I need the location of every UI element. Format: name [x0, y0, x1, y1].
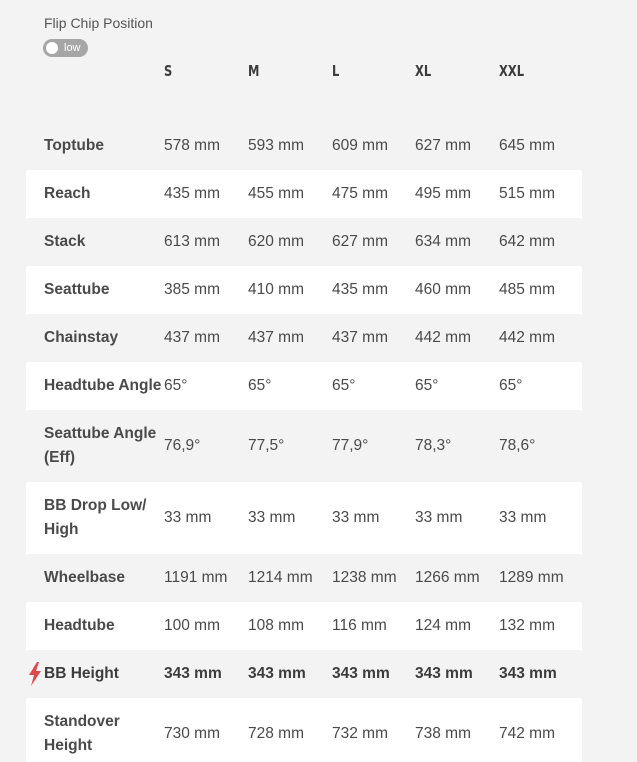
table-row	[26, 554, 582, 602]
cell-l: 475 mm	[332, 185, 388, 202]
toggle-value: low	[64, 42, 81, 54]
cell-m: 728 mm	[248, 725, 304, 742]
row-label	[26, 314, 164, 362]
cell-xl: 442 mm	[415, 329, 471, 346]
cell-xxl: 343 mm	[499, 665, 557, 682]
row-label	[26, 170, 164, 218]
row-label	[26, 602, 164, 650]
row-label-text: Chainstay	[44, 329, 119, 346]
row-label	[26, 362, 164, 410]
cell-xl: 78,3°	[415, 437, 452, 454]
cell-l: 77,9°	[332, 437, 369, 454]
cell-s: 385 mm	[164, 281, 220, 298]
cell-xl: 33 mm	[415, 509, 463, 526]
row-label-text: Seattube Angle (Eff)	[44, 425, 157, 466]
cell-l: 1238 mm	[332, 569, 397, 586]
table-row	[26, 218, 582, 266]
row-label	[26, 122, 164, 170]
row-label	[26, 482, 164, 554]
row-label	[26, 218, 164, 266]
cell-xl: 495 mm	[415, 185, 471, 202]
cell-s: 437 mm	[164, 329, 220, 346]
row-label-text: Headtube	[44, 617, 115, 634]
cell-xxl: 78,6°	[499, 437, 536, 454]
row-label-text: BB Drop Low/ High	[44, 497, 147, 538]
table-row	[26, 482, 582, 554]
cell-xxl: 33 mm	[499, 509, 547, 526]
cell-m: 65°	[248, 377, 272, 394]
cell-m: 77,5°	[248, 437, 285, 454]
cell-xxl: 132 mm	[499, 617, 555, 634]
cell-xxl: 742 mm	[499, 725, 555, 742]
cell-m: 437 mm	[248, 329, 304, 346]
cell-l: 65°	[332, 377, 356, 394]
flip-chip-toggle[interactable]	[43, 39, 88, 57]
flip-chip-label: Flip Chip Position	[44, 15, 153, 31]
table-row	[26, 698, 582, 762]
cell-m: 593 mm	[248, 137, 304, 154]
row-label-text: Standover Height	[44, 713, 120, 754]
size-header-xxl: XXL	[499, 62, 525, 80]
size-header-xl: XL	[415, 62, 432, 80]
cell-xxl: 442 mm	[499, 329, 555, 346]
cell-xl: 634 mm	[415, 233, 471, 250]
cell-s: 613 mm	[164, 233, 220, 250]
cell-l: 116 mm	[332, 617, 387, 634]
row-label-text: BB Height	[44, 665, 119, 682]
cell-m: 108 mm	[248, 617, 304, 634]
row-label	[26, 554, 164, 602]
cell-s: 435 mm	[164, 185, 220, 202]
row-label-text: Headtube Angle	[44, 377, 162, 394]
cell-l: 609 mm	[332, 137, 388, 154]
cell-m: 1214 mm	[248, 569, 313, 586]
cell-m: 410 mm	[248, 281, 304, 298]
cell-xl: 627 mm	[415, 137, 471, 154]
cell-xl: 1266 mm	[415, 569, 480, 586]
cell-s: 33 mm	[164, 509, 212, 526]
cell-l: 343 mm	[332, 665, 390, 682]
row-label-text: Toptube	[44, 137, 104, 154]
cell-s: 1191 mm	[164, 569, 228, 586]
cell-xxl: 645 mm	[499, 137, 555, 154]
geometry-table	[26, 122, 582, 762]
cell-m: 620 mm	[248, 233, 304, 250]
cell-xl: 124 mm	[415, 617, 471, 634]
cell-xxl: 515 mm	[499, 185, 555, 202]
cell-s: 578 mm	[164, 137, 220, 154]
cell-l: 627 mm	[332, 233, 388, 250]
toggle-knob[interactable]	[46, 42, 58, 54]
table-row	[26, 266, 582, 314]
row-label	[26, 650, 164, 698]
table-row	[26, 170, 582, 218]
cell-xxl: 65°	[499, 377, 523, 394]
cell-l: 33 mm	[332, 509, 380, 526]
table-row	[26, 122, 582, 170]
cell-s: 65°	[164, 377, 188, 394]
cell-xxl: 485 mm	[499, 281, 555, 298]
row-label-text: Reach	[44, 185, 91, 202]
table-row	[26, 362, 582, 410]
cell-m: 455 mm	[248, 185, 304, 202]
cell-xl: 738 mm	[415, 725, 471, 742]
cell-l: 437 mm	[332, 329, 388, 346]
cell-xl: 460 mm	[415, 281, 471, 298]
lightning-bolt-icon	[28, 662, 42, 686]
cell-s: 100 mm	[164, 617, 220, 634]
table-row	[26, 650, 582, 698]
cell-m: 343 mm	[248, 665, 306, 682]
row-label-text: Wheelbase	[44, 569, 125, 586]
size-header-s: S	[164, 62, 173, 80]
cell-s: 76,9°	[164, 437, 201, 454]
size-header-m: M	[248, 62, 260, 80]
table-row	[26, 410, 582, 482]
cell-s: 730 mm	[164, 725, 220, 742]
cell-xl: 343 mm	[415, 665, 473, 682]
cell-l: 435 mm	[332, 281, 388, 298]
row-label-text: Seattube	[44, 281, 110, 298]
table-row	[26, 314, 582, 362]
row-label	[26, 410, 164, 482]
cell-xl: 65°	[415, 377, 439, 394]
row-label	[26, 266, 164, 314]
cell-s: 343 mm	[164, 665, 222, 682]
row-label-text: Stack	[44, 233, 86, 250]
cell-m: 33 mm	[248, 509, 296, 526]
cell-xxl: 1289 mm	[499, 569, 564, 586]
cell-xxl: 642 mm	[499, 233, 555, 250]
cell-l: 732 mm	[332, 725, 388, 742]
table-row	[26, 602, 582, 650]
size-header-l: L	[332, 62, 340, 80]
row-label	[26, 698, 164, 762]
